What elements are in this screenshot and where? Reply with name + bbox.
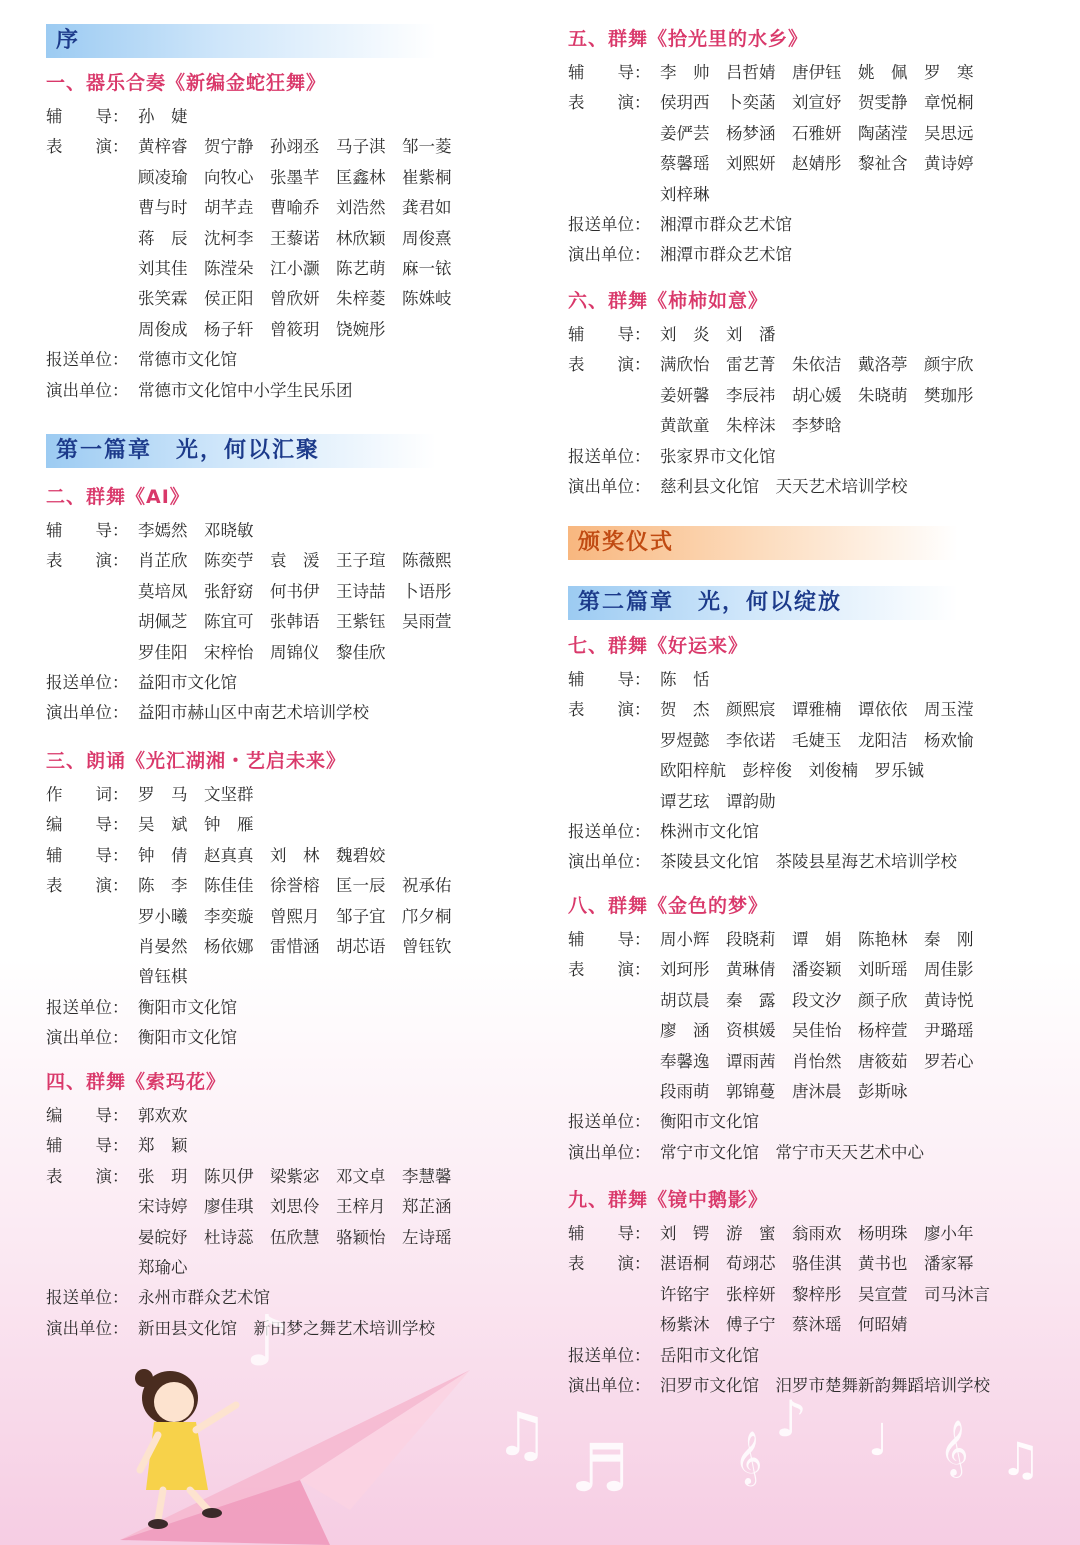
credit-names: 黄歆童 朱梓沫 李梦晗 [660,416,842,436]
credit-row [46,167,526,191]
program-title: 一、器乐合奏《新编金蛇狂舞》 [46,72,327,94]
credit-row [46,319,526,343]
credit-label: 演出单位： [568,1376,651,1395]
credit-row [568,123,1048,147]
treble-clef-icon: 𝄞 [735,1430,763,1484]
credit-label: 辅 导： [568,670,651,689]
credit-names: 郭欢欢 [138,1106,188,1125]
credit-row [46,936,526,960]
credit-row [568,153,1048,177]
credit-names: 贺 杰 颜熙宸 谭雅楠 谭依依 周玉滢 [660,700,974,720]
program-title: 二、群舞《AI》 [46,486,190,508]
credit-names: 张 玥 陈贝伊 梁紫宓 邓文卓 李慧馨 [138,1166,452,1186]
credit-row [46,845,526,869]
credit-names: 晏皖妤 杜诗蕊 伍欣慧 骆颖怡 左诗瑶 [138,1227,452,1247]
credit-row [568,92,1048,116]
music-note-icon: ♫ [495,1400,549,1470]
credit-names: 曾钰棋 [138,967,188,987]
credit-row [46,906,526,930]
credit-names: 胡苡晨 秦 露 段文汐 颜子欣 黄诗悦 [660,990,974,1010]
credit-row [46,1166,526,1190]
credit-row [46,228,526,252]
program-title: 八、群舞《金色的梦》 [568,895,769,917]
credit-names: 姜妍馨 李辰祎 胡心媛 朱晓萌 樊珈彤 [660,385,974,405]
credit-names: 刘梓琳 [660,184,710,204]
credit-names: 许铭宇 张梓妍 黎梓彤 吴宣萱 司马沐言 [660,1284,990,1304]
credit-label: 报送单位： [46,997,129,1017]
credit-names: 慈利县文化馆 天天艺术培训学校 [660,477,908,496]
credit-row [46,1135,526,1159]
credit-names: 罗佳阳 宋梓怡 周锦仪 黎佳欣 [138,642,386,662]
credit-row [568,1223,1048,1247]
credit-names: 钟 倩 赵真真 刘 林 魏碧姣 [138,845,386,865]
girl-illustration [118,1360,258,1535]
credit-row [46,1196,526,1220]
credit-names: 胡佩芝 陈宜可 张韩语 王紫钰 吴雨萱 [138,612,452,632]
chapter-1-banner: 第一篇章 光，何以汇聚 [46,434,436,468]
credit-label: 报送单位： [568,822,651,841]
credit-label: 表 演： [46,551,129,571]
credit-names: 株洲市文化馆 [660,822,759,841]
credit-label: 辅 导： [46,107,129,126]
credit-row [568,1142,1048,1166]
credit-names: 侯玥西 卜奕菡 刘宣妤 贺雯静 章悦桐 [660,93,974,113]
credit-label: 表 演： [568,700,651,720]
credit-label: 辅 导： [46,845,129,865]
credit-names: 顾凌瑜 向牧心 张墨芊 匡鑫林 崔紫桐 [138,167,452,187]
credit-names: 孙 婕 [138,107,188,126]
credit-names: 杨紫沐 傅子宁 蔡沐瑶 何昭婧 [660,1315,908,1335]
credit-row [568,1020,1048,1044]
credit-label: 演出单位： [46,380,129,400]
credit-names: 益阳市赫山区中南艺术培训学校 [138,703,369,723]
credit-row [568,1081,1048,1105]
credit-label: 表 演： [568,1254,651,1274]
credit-names: 李嫣然 邓晓敏 [138,521,254,540]
credit-row [568,446,1048,470]
credit-row [568,791,1048,815]
credit-row [568,851,1048,875]
credit-row [46,642,526,666]
treble-clef-icon: 𝄞 [940,1420,969,1476]
credit-names: 周小辉 段晓莉 谭 娟 陈艳林 秦 刚 [660,930,974,949]
credit-names: 张家界市文化馆 [660,446,776,466]
credit-row [568,1375,1048,1399]
credit-row [568,385,1048,409]
credit-names: 谭艺玹 谭韵勋 [660,791,776,811]
credit-names: 莫培凤 张舒窈 何书伊 王诗喆 卜语彤 [138,581,452,601]
credit-names: 新田县文化馆 新田梦之舞艺术培训学校 [138,1318,435,1338]
award-ceremony-banner: 颁奖仪式 [568,526,958,560]
credit-label: 表 演： [568,355,651,375]
credit-names: 欧阳梓航 彭梓俊 刘俊楠 罗乐铖 [660,761,924,781]
music-note-icon: ♫ [1000,1432,1042,1486]
credit-label: 演出单位： [46,1318,129,1338]
credit-row [46,520,526,544]
credit-row [568,1253,1048,1277]
credit-row [568,62,1048,86]
credit-names: 茶陵县文化馆 茶陵县星海艺术培训学校 [660,852,957,872]
program-title: 九、群舞《镜中鹅影》 [568,1189,769,1211]
credit-row [46,288,526,312]
credit-names: 衡阳市文化馆 [138,997,237,1017]
credit-row [46,136,526,160]
credit-names: 常德市文化馆 [138,350,237,370]
credit-names: 蔡馨瑶 刘熙妍 赵婧彤 黎祉含 黄诗婷 [660,154,974,174]
credit-row [46,349,526,373]
credit-label: 表 演： [46,137,129,157]
credit-label: 表 演： [568,960,651,980]
credit-label: 报送单位： [568,1112,651,1132]
credit-row [568,476,1048,500]
credit-label: 表 演： [568,93,651,113]
credit-row [46,1257,526,1281]
credit-label: 演出单位： [568,245,651,265]
credit-row [46,258,526,282]
credit-row [46,550,526,574]
credit-names: 湛语桐 荀翊芯 骆佳淇 黄书也 潘家幂 [660,1254,974,1274]
credit-names: 肖芷欣 陈奕苧 袁 湲 王子瑄 陈薇熙 [138,551,452,571]
program-title: 四、群舞《索玛花》 [46,1071,227,1093]
credit-names: 郑瑜心 [138,1258,188,1277]
chapter-2-banner: 第二篇章 光，何以绽放 [568,586,958,620]
credit-names: 黄梓睿 贺宁静 孙翊丞 马子淇 邹一菱 [138,137,452,157]
credit-row [568,415,1048,439]
credit-label: 报送单位： [568,446,651,466]
credit-label: 辅 导： [46,521,129,540]
credit-row [568,1345,1048,1369]
music-note-icon: ♬ [570,1430,630,1507]
credit-row [46,702,526,726]
credit-names: 衡阳市文化馆 [138,1028,237,1048]
credit-row [568,990,1048,1014]
credit-row [46,1287,526,1311]
credit-names: 张笑霖 侯正阳 曾欣妍 朱梓菱 陈姝岐 [138,289,452,309]
credit-label: 报送单位： [46,350,129,370]
credit-label: 辅 导： [568,1224,651,1243]
credit-row [46,106,526,130]
credit-row [568,669,1048,693]
credit-names: 益阳市文化馆 [138,673,237,692]
credit-names: 陈 恬 [660,670,710,689]
credit-label: 编 导： [46,1106,129,1125]
credit-names: 罗煜懿 李依诺 毛婕玉 龙阳洁 杨欢愉 [660,730,974,750]
credit-label: 演出单位： [568,852,651,872]
credit-row [568,1111,1048,1135]
credit-row [568,699,1048,723]
credit-row [568,354,1048,378]
credit-names: 吴 斌 钟 雁 [138,815,254,835]
credit-names: 廖 涵 资棋媛 吴佳怡 杨梓萱 尹璐瑶 [660,1021,974,1041]
program-title: 五、群舞《拾光里的水乡》 [568,28,809,50]
credit-label: 报送单位： [568,215,651,234]
credit-names: 郑 颖 [138,1136,188,1156]
credit-label: 演出单位： [46,1028,129,1048]
credit-row [46,1027,526,1051]
credit-label: 报送单位： [46,1288,129,1308]
credit-names: 曹与时 胡芊垚 曹喻乔 刘浩然 龚君如 [138,198,452,218]
credit-row [46,997,526,1021]
credit-names: 常德市文化馆中小学生民乐团 [138,380,353,400]
credit-label: 编 导： [46,815,129,835]
credit-names: 刘 炎 刘 潘 [660,325,776,344]
credit-label: 表 演： [46,876,129,896]
credit-names: 衡阳市文化馆 [660,1112,759,1132]
credit-row [46,581,526,605]
credit-names: 段雨萌 郭锦蔓 唐沐晨 彭斯咏 [660,1082,908,1101]
credit-names: 汨罗市文化馆 汨罗市楚舞新韵舞蹈培训学校 [660,1376,990,1395]
credit-row [46,814,526,838]
credit-names: 刘珂彤 黄琳倩 潘姿颖 刘昕瑶 周佳影 [660,960,974,980]
credit-row [568,184,1048,208]
credit-names: 蒋 辰 沈柯李 王藜诺 林欣颖 周俊熹 [138,228,452,248]
credit-names: 罗 马 文坚群 [138,785,254,804]
credit-row [46,1227,526,1251]
credit-row [46,1105,526,1129]
credit-label: 辅 导： [46,1136,129,1156]
music-note-icon: ♪ [245,1300,290,1382]
credit-label: 辅 导： [568,63,651,82]
credit-names: 永州市群众艺术馆 [138,1288,270,1308]
credit-row [46,784,526,808]
credit-names: 湘潭市群众艺术馆 [660,215,792,234]
credit-row [46,197,526,221]
credit-names: 刘其佳 陈滢朵 江小灏 陈艺萌 麻一铱 [138,259,452,278]
program-title: 三、朗诵《光汇湖湘・艺启未来》 [46,750,347,772]
program-title: 六、群舞《柿柿如意》 [568,290,769,312]
credit-row [568,1051,1048,1075]
credit-row [46,672,526,696]
credit-row [568,760,1048,784]
credit-names: 岳阳市文化馆 [660,1345,759,1365]
credit-names: 姜俨芸 杨梦涵 石雅妍 陶菡滢 吴思远 [660,123,974,143]
credit-names: 常宁市文化馆 常宁市天天艺术中心 [660,1142,924,1162]
credit-row [568,959,1048,983]
prelude-banner: 序 [46,24,436,58]
credit-names: 宋诗婷 廖佳琪 刘思伶 王梓月 郑芷涵 [138,1197,452,1217]
credit-label: 演出单位： [568,477,651,496]
credit-names: 陈 李 陈佳佳 徐誉榕 匡一辰 祝承佑 [138,876,452,896]
credit-row [46,966,526,990]
credit-row [46,380,526,404]
credit-label: 报送单位： [46,673,129,692]
credit-label: 演出单位： [568,1142,651,1162]
credit-names: 奉馨逸 谭雨茜 肖怡然 唐筱茹 罗若心 [660,1051,974,1071]
music-note-icon: ♩ [868,1415,889,1466]
credit-row [46,611,526,635]
credit-names: 罗小曦 李奕璇 曾熙月 邹子宜 邝夕桐 [138,906,452,926]
credit-row [568,324,1048,348]
credit-row [568,1314,1048,1338]
credit-label: 辅 导： [568,325,651,344]
credit-row [568,1284,1048,1308]
credit-names: 刘 锷 游 蜜 翁雨欢 杨明珠 廖小年 [660,1224,974,1243]
credit-row [568,929,1048,953]
credit-label: 辅 导： [568,930,651,949]
credit-row [568,821,1048,845]
program-title: 七、群舞《好运来》 [568,635,749,657]
credit-names: 满欣怡 雷艺菁 朱依洁 戴洛葶 颜宇欣 [660,355,974,375]
credit-names: 肖晏然 杨依娜 雷惜涵 胡芯语 曾钰钦 [138,937,452,956]
credit-row [568,244,1048,268]
credit-row [568,214,1048,238]
credit-row [46,875,526,899]
credit-names: 湘潭市群众艺术馆 [660,245,792,265]
music-note-icon: ♪ [775,1390,807,1448]
credit-label: 演出单位： [46,703,129,723]
credit-row [46,1318,526,1342]
credit-label: 作 词： [46,785,129,804]
credit-label: 报送单位： [568,1345,651,1365]
credit-names: 李 帅 吕哲婧 唐伊钰 姚 佩 罗 寒 [660,63,974,82]
credit-names: 周俊成 杨子轩 曾筱玥 饶婉彤 [138,319,386,339]
credit-row [568,730,1048,754]
credit-label: 表 演： [46,1166,129,1186]
